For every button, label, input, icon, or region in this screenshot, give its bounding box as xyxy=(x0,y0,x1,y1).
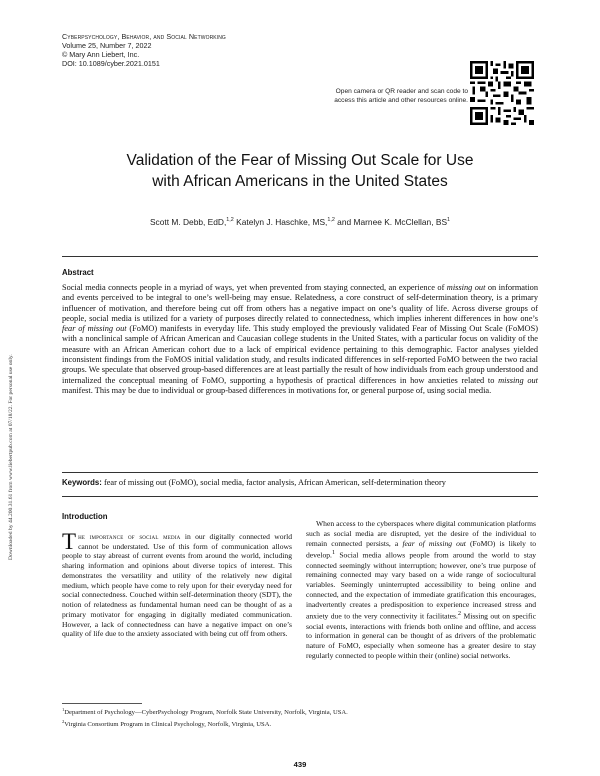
abstract-heading: Abstract xyxy=(62,268,94,277)
abstract-text xyxy=(62,283,538,396)
abstract-em-2: fear of missing out xyxy=(62,324,127,334)
divider-body xyxy=(62,496,538,497)
abstract-part-2: on information and events perceived to be integral to one’s well-being may ensue. Relatedness, a core construct of self-determination theory, is a primary influencer of motivation, and therefore being cut off from others has a negative impact on one’s quality of life. Across diverse groups of people, social media is utilized for a variety of purposes directly related to connectedness, which implies inherent differences in how one’s xyxy=(62,283,538,323)
footnote-2-text: Virginia Consortium Program in Clinical Psychology, Norfolk, Virginia, USA. xyxy=(64,720,272,728)
abstract-em-1: missing out xyxy=(446,283,486,292)
author-2: Katelyn J. Haschke, MS, xyxy=(233,217,328,227)
author-1: Scott M. Debb, EdD, xyxy=(149,217,227,227)
volume-info: Volume 25, Number 7, 2022 xyxy=(62,41,152,50)
divider-keywords xyxy=(62,472,538,473)
author-1-affil: 1,2 xyxy=(226,217,234,224)
journal-name: Cyberpsychology, Behavior, and Social Networking xyxy=(62,32,226,41)
keywords xyxy=(62,478,538,488)
footnotes xyxy=(62,706,538,730)
footnote-1 xyxy=(62,706,538,718)
abstract-part-4: manifest. This may be due to individual or group-based differences in motivations for, or general purpose of, using social media. xyxy=(62,385,492,395)
qr-note: Open camera or QR reader and scan code to access this article and other resources online. xyxy=(334,88,468,104)
citation-2: 2 xyxy=(457,610,462,618)
introduction-heading: Introduction xyxy=(62,512,108,521)
footnote-1-text: Department of Psychology—CyberPsychology Program, Norfolk State University, Norfolk, Virginia, USA. xyxy=(64,709,348,717)
footnote-divider xyxy=(62,703,142,704)
article-title xyxy=(60,150,540,192)
author-3: and Marnee K. McClellan, BS xyxy=(334,217,448,227)
keywords-label: Keywords: xyxy=(62,478,102,487)
right-part-3: Social media allows people from around the world to stay connected seemingly without interruption; however, one’s true purpose of remaining connected may vary based on a wide range of sociocultural variables. Seemingly uninterrupted accessibility to being online and connected, and the expectation of immediate gratification this encourages, inadvertently creates a predisposition to experience increased stress and anxiety due to the very connectivity it facilitates. xyxy=(306,550,536,621)
abstract-em-3: missing out xyxy=(498,375,538,385)
title-line-1: Validation of the Fear of Missing Out Scale for Use xyxy=(126,152,474,169)
body-column-right xyxy=(306,519,536,661)
abstract-part-3: (FoMO) manifests in everyday life. This study employed the previously validated Fear of Missing Out Scale (FoMOS) with a nonclinical sample of African American and Caucasian college students in the United States, with a particular focus on validity of the measure with an African American cohort due to a lack of empirical evidence pertaining to this demographic. Factor analyses yielded inconsistent findings from the FoMOS initial validation study, and results indicated differences in self-reported FoMO between the two racial groups. We speculate that observed group-based differences are at least partially the result of how individuals from each group understood and internalized the conceptual meaning of FoMO, supporting a hypothesis of practical differences in how anxieties related to xyxy=(62,324,538,385)
copyright: © Mary Ann Liebert, Inc. xyxy=(62,50,140,59)
keywords-text: fear of missing out (FoMO), social media, factor analysis, African American, self-determination theory xyxy=(101,478,446,487)
title-line-2: with African Americans in the United States xyxy=(152,173,448,190)
right-part-4: Missing out on specific social events, interactions with friends both online and offline, and access to information in general can be thought of as drivers of the problematic nature of FoMO, especially when someone has a greater desire to stay regularly connected to people within their (online) social networks. xyxy=(306,611,537,660)
body-column-left xyxy=(62,512,292,639)
footnote-2 xyxy=(62,718,538,730)
intro-smallcaps: he importance of social media xyxy=(78,531,181,541)
author-2-affil: 1,2 xyxy=(327,217,335,224)
abstract-part-1: Social media connects people in a myriad of ways, yet when prevented from staying connected, an experience of xyxy=(62,283,447,292)
page-number: 439 xyxy=(293,760,307,769)
doi: DOI: 10.1089/cyber.2021.0151 xyxy=(62,59,160,68)
citation-1: 1 xyxy=(331,549,336,557)
right-part-2: (FoMO) is likely to develop. xyxy=(306,538,536,560)
qr-code-icon[interactable] xyxy=(470,61,534,125)
right-part-1: When access to the cyberspaces where digital communication platforms such as social media are disrupted, yet the desire of the individual to remain connected persists, a xyxy=(306,519,536,548)
footnote-2-marker: 2 xyxy=(62,718,65,724)
drop-cap: T xyxy=(62,528,77,554)
author-3-affil: 1 xyxy=(447,217,451,224)
journal-header xyxy=(62,32,226,68)
intro-paragraph-1 xyxy=(62,528,292,639)
right-em: fear of missing out xyxy=(402,538,466,548)
intro-paragraph-2 xyxy=(306,519,536,661)
download-side-note: Downloaded by 44.200.31.61 from www.liebertpub.com at 07/18/22. For personal use only. xyxy=(8,354,14,560)
author-list xyxy=(60,217,540,227)
divider-top xyxy=(62,256,538,257)
footnote-1-marker: 1 xyxy=(62,707,65,712)
intro-left-text: in our digitally connected world cannot be understated. Use of this form of communication allows people to stay abreast of current events from around the world, including sharing information and opinions about diverse topics of interest. This demonstrates the versatility and utility of the relatively new digital medium, which people have come to rely upon for their everyday need for social connectedness. Couched within self-determination theory (SDT), the notion of relatedness as fundamental human need can be thought of as a primary motivator for engaging in digitally mediated communication. However, a lack of connectedness can have a negative impact on one’s quality of life due to the anxiety associated with being cut off from others. xyxy=(62,531,292,639)
